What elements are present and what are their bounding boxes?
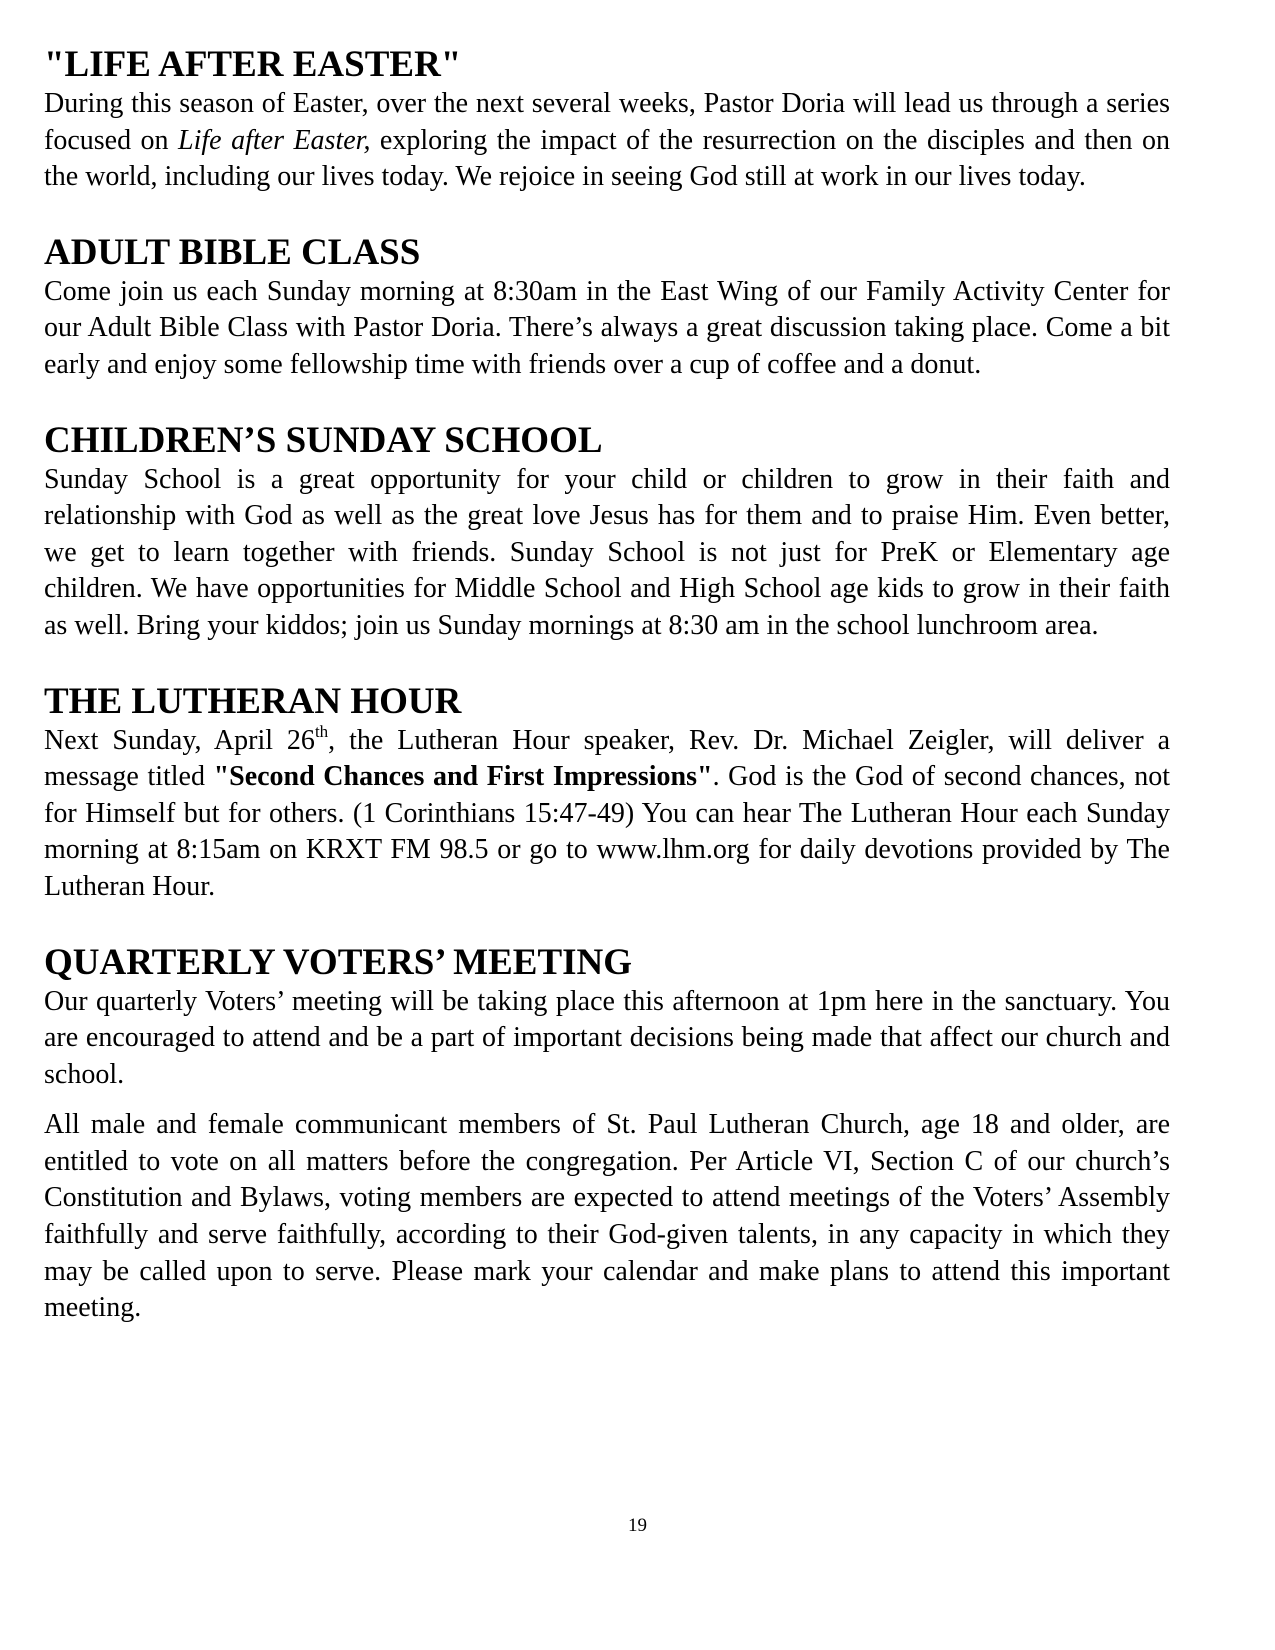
body-text: Next Sunday, April 26 xyxy=(44,724,315,756)
section-body: Our quarterly Voters’ meeting will be taking place this afternoon at 1pm here in the sanctuary. You are encouraged to attend and be a part of important decisions being made that affect our church and school. xyxy=(44,985,1170,1090)
section-title: CHILDREN’S SUNDAY SCHOOL xyxy=(44,419,603,461)
body-text: During this season of Easter, over the next several weeks, Pastor Doria will lead us through a series focused on xyxy=(44,88,1170,156)
section-quarterly-voters-meeting xyxy=(44,942,1170,1327)
section-title: QUARTERLY VOTERS’ MEETING xyxy=(44,941,633,983)
ordinal-suffix: th xyxy=(314,721,329,741)
section-title: ADULT BIBLE CLASS xyxy=(44,231,421,273)
message-title-bold: "Second Chances and First Impressions" xyxy=(213,761,713,793)
body-text: . God is the God of second chances, not for Himself but for others. (1 Corinthians 15:47-49) You can hear The Lutheran Hour each Sunday morning at 8:15am on KRXT FM 98.5 or go to www.lhm.org for daily devotions provided by The Lutheran Hour. xyxy=(44,761,1171,902)
section-lutheran-hour xyxy=(44,681,1170,906)
section-title: THE LUTHERAN HOUR xyxy=(44,680,462,722)
section-childrens-sunday-school xyxy=(44,420,1170,645)
section-body xyxy=(44,86,1170,196)
section-body-2: All male and female communicant members of St. Paul Lutheran Church, age 18 and older, are entitled to vote on all matters before the congregation. Per Article VI, Section C of our church’s Constitution and Bylaws, voting members are expected to attend meetings of the Voters’ Assembly faithfully and serve faithfully, according to their God-given talents, in any capacity in which they may be called upon to serve. Please mark your calendar and make plans to attend this important meeting. xyxy=(44,1109,1170,1324)
page-number: 19 xyxy=(628,1515,647,1536)
body-text: exploring the impact of the resurrection on the disciples and then on the world, including our lives today. We rejoice in seeing God still at work in our lives today. xyxy=(44,124,1170,193)
section-body: Sunday School is a great opportunity for your child or children to grow in their faith and relationship with God as well as the great love Jesus has for them and to praise Him. Even better, we get to learn together with friends. Sunday School is not just for PreK or Elementary age children. We have opportunities for Middle School and High School age kids to grow in their faith as well. Bring your kiddos; join us Sunday mornings at 8:30 am in the school lunchroom area. xyxy=(44,463,1170,641)
section-body xyxy=(44,723,1170,906)
body-text: , the Lutheran Hour speaker, Rev. Dr. Michael Zeigler, will deliver a message titled xyxy=(44,724,1170,793)
section-life-after-easter xyxy=(44,44,1170,196)
series-title-italic: Life after Easter, xyxy=(178,124,371,156)
section-adult-bible-class xyxy=(44,232,1170,384)
section-title: "LIFE AFTER EASTER" xyxy=(44,44,462,85)
section-body: Come join us each Sunday morning at 8:30am in the East Wing of our Family Activity Center for our Adult Bible Class with Pastor Doria. There’s always a great discussion taking place. Come a bit early and enjoy some fellowship time with friends over a cup of coffee and a donut. xyxy=(44,275,1170,380)
bulletin-page xyxy=(44,44,1170,1327)
